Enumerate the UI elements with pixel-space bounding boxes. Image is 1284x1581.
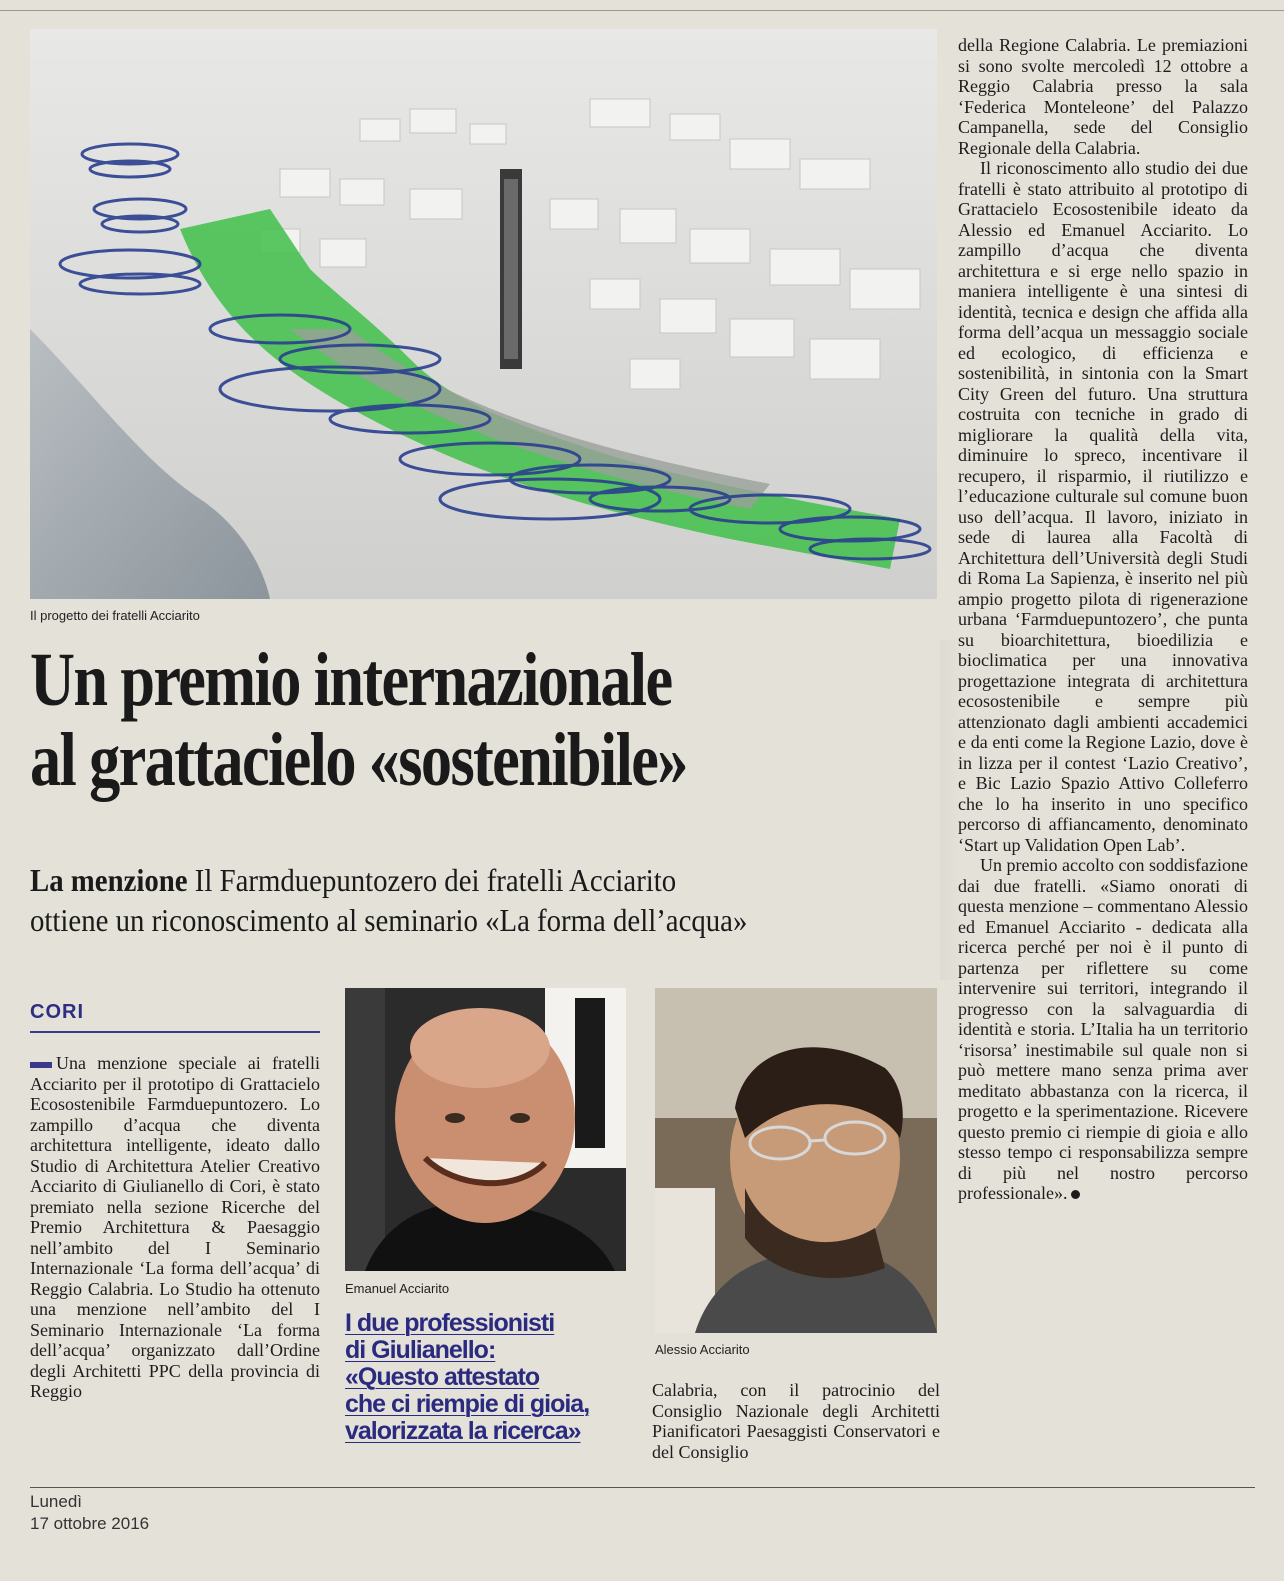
pull-quote-line-2: di Giulianello:	[345, 1336, 496, 1364]
column-3-text: Calabria, con il patrocinio del Consiglio Nazionale degli Architetti Pianificatori Paesaggisti Conservatori e del Consiglio	[652, 1380, 940, 1462]
pull-quote-line-5: valorizzata la ricerca»	[345, 1417, 581, 1445]
column-1-text: Una menzione speciale ai fratelli Acciarito per il prototipo di Grattacielo Ecosostenibile Farmduepuntozero. Lo zampillo d’acqua che diventa architettura intelligente, ideato dallo Studio di Architettura Atelier Creativo Acciarito di Giulianello di Cori, è stato premiato nella sezione Ricerche del Premio Architettura & Paesaggio nell’ambito del I Seminario Internazionale ‘La forma dell’acqua’ di Reggio Calabria. Lo Studio ha ottenuto una menzione nell’ambito del I Seminario Internazionale ‘La forma dell’acqua’ organizzato dall’Ordine degli Architetti PPC della provincia di Reggio	[30, 1053, 320, 1401]
portrait-alessio	[655, 988, 937, 1333]
article-column-3	[652, 1380, 940, 1462]
section-header	[30, 1001, 320, 1033]
column-4-paragraph-3: Un premio accolto con soddisfazione dai due fratelli. «Siamo onorati di questa menzione – commentano Alessio ed Emanuel Acciarito - dedicata alla ricerca perché per noi è il punto di partenza per riflettere su come intervenire sui territori, integrando il progresso con la salvaguardia di identità e storia. L’Italia ha un territorio ‘risorsa’ inestimabile sul quale non si può mettere mano senza prima aver meditato abbastanza con la ricerca, il progetto e la sperimentazione. Ricevere questo premio ci riempie di gioia e allo stesso tempo ci responsabilizza sempre di più nel nostro percorso professionale».	[958, 855, 1248, 1203]
section-label: CORI	[30, 1001, 84, 1023]
headline-line-1: Un premio internazionale	[30, 638, 672, 722]
subhead-line-1: Il Farmduepuntozero dei fratelli Acciarito	[187, 862, 677, 898]
column-4-paragraph-2: Il riconoscimento allo studio dei due fratelli è stato attribuito al prototipo di Grattacielo Ecosostenibile ideato da Alessio ed Emanuel Acciarito. Lo zampillo d’acqua che diventa architettura e si erge nello spazio in maniera intelligente è una sintesi di identità, tecnica e design che affida alla forma dell’acqua un messaggio sociale ed ecologico, di efficienza e sostenibilità, in sintonia con la Smart City Green del futuro. Una struttura costruita con tecniche in grado di migliorare la qualità della vita, diminuire lo spreco, incentivare il recupero, il risparmio, il riutilizzo e l’educazione culturale sul comune buon uso dell’acqua. Il lavoro, iniziato in sede di laurea alla Facoltà di Architettura dell’Università degli Studi di Roma La Sapienza, è inserito nel più ampio progetto pilota di rigenerazione urbana ‘Farmduepuntozero’, che punta su bioarchitettura, bioedilizia e bioclimatica per una innovativa progettazione integrata di architettura ecosostenibile e sempre più attenzionato dagli ambienti accademici e da enti come la Regione Lazio, dove è in lizza per il contest ‘Lazio Creativo’, e Bic Lazio Spazio Attivo Colleferro che lo ha inserito in uno specifico percorso di affiancamento, denominato ‘Start up Validation Open Lab’.	[958, 158, 1248, 855]
footer-day: Lunedì	[30, 1492, 82, 1511]
bleed-through-shadow	[940, 640, 960, 980]
end-mark-icon	[1071, 1190, 1080, 1199]
column-4-paragraph-1: della Regione Calabria. Le premiazioni si sono svolte mercoledì 12 ottobre a Reggio Calabria presso la sala ‘Federica Monteleone’ del Palazzo Campanella, sede del Consiglio Regionale della Calabria.	[958, 35, 1248, 158]
lead-bullet-icon	[30, 1062, 52, 1068]
article-column-4	[958, 35, 1248, 1204]
pull-quote-line-1: I due professionisti	[345, 1309, 555, 1337]
pull-quote-line-3: «Questo attestato	[345, 1363, 540, 1391]
headline	[30, 640, 776, 800]
footer-rule	[30, 1487, 1255, 1488]
footer-dateline	[30, 1491, 149, 1535]
portrait-emanuel	[345, 988, 626, 1271]
subhead-kicker: La menzione	[30, 862, 188, 898]
article-column-1	[30, 1053, 320, 1402]
project-rendering-image	[30, 29, 937, 599]
top-rule	[0, 10, 1284, 11]
footer-date: 17 ottobre 2016	[30, 1514, 150, 1533]
pull-quote-line-4: che ci riempie di gioia,	[345, 1390, 590, 1418]
headline-line-2: al grattacielo «sostenibile»	[30, 718, 687, 802]
portrait-alessio-caption: Alessio Acciarito	[655, 1342, 750, 1357]
subheadline	[30, 860, 858, 940]
photo-caption: Il progetto dei fratelli Acciarito	[30, 608, 200, 623]
portrait-emanuel-caption: Emanuel Acciarito	[345, 1281, 450, 1296]
subhead-line-2: ottiene un riconoscimento al seminario «La forma dell’acqua»	[30, 902, 748, 938]
pull-quote	[345, 1310, 635, 1445]
